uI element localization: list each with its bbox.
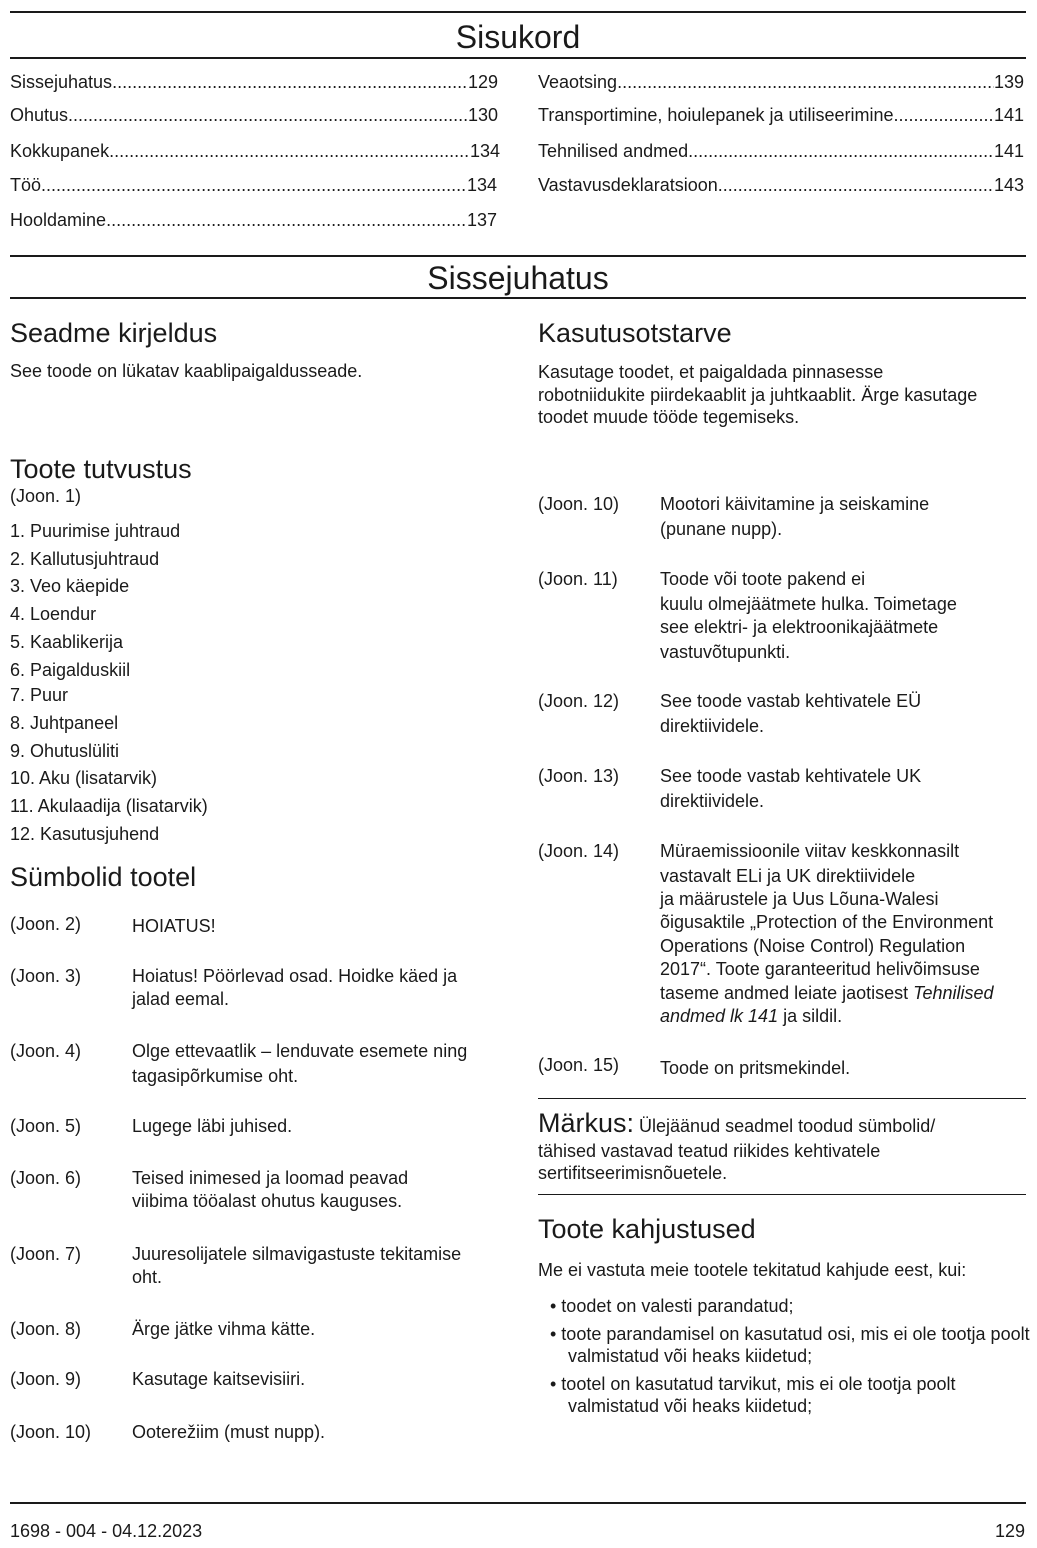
note-line-2: tähised vastavad teatud riikides kehtivatele [538, 1141, 881, 1161]
toc-entry-label: Sissejuhatus [10, 72, 113, 92]
footer-doc-id: 1698 - 004 - 04.12.2023 [10, 1521, 203, 1541]
symbol-desc-line: Operations (Noise Control) Regulation [660, 936, 966, 956]
symbol-desc [660, 568, 957, 664]
toc-leader-dots [109, 140, 470, 162]
damage-bullet: • toodet on valesti parandatud; [550, 1296, 794, 1316]
damage-bullet: • toote parandamisel on kasutatud osi, mis ei ole tootja poolt valmistatud või heaks kiidetud; [550, 1324, 1030, 1366]
symbol-desc [132, 1421, 325, 1444]
damage-intro: Me ei vastuta meie tootele tekitatud kahjude eest, kui: [538, 1260, 967, 1280]
symbol-desc-line: Ooterežiim (must nupp). [132, 1422, 326, 1442]
symbol-desc-line: See toode vastab kehtivatele EÜ [660, 691, 922, 711]
symbol-ref: (Joon. 7) [10, 1244, 82, 1264]
symbol-desc-line: See toode vastab kehtivatele UK [660, 766, 922, 786]
intro-title-rule [10, 297, 1026, 299]
toc-entry-page: 134 [466, 175, 497, 195]
toc-entry-label: Transportimine, hoiulepanek ja utiliseerimine [538, 105, 894, 125]
symbol-ref: (Joon. 15) [538, 1055, 620, 1075]
footer-page-number: 129 [994, 1521, 1025, 1541]
toc-top-rule [10, 11, 1026, 13]
symbol-desc-line: Ärge jätke vihma kätte. [132, 1319, 316, 1339]
symbol-ref: (Joon. 8) [10, 1319, 82, 1339]
toc-entry-label: Veaotsing [538, 72, 618, 92]
symbol-desc-line: Mootori käivitamine ja seiskamine [660, 494, 930, 514]
toc-entry-hooldamine[interactable] [10, 209, 497, 231]
symbol-desc-line: 2017“. Toote garanteeritud helivõimsuse [660, 959, 980, 979]
footer-rule [10, 1502, 1026, 1504]
toc-entry-page: 137 [466, 210, 497, 230]
intended-use-line-2: robotniidukite piirdekaablit ja juhtkaablit. Ärge kasutage [538, 385, 978, 405]
toc-entry-page: 129 [467, 72, 498, 92]
toc-entry-page: 130 [467, 105, 498, 125]
note-label: Märkus: [538, 1108, 635, 1138]
symbol-ref: (Joon. 9) [10, 1369, 82, 1389]
note-block [538, 1108, 1018, 1184]
toc-entry-transportimine[interactable] [538, 104, 1024, 126]
toc-leader-dots [688, 140, 994, 162]
toc-leader-dots [617, 71, 994, 93]
symbol-desc-line: õigusaktile „Protection of the Environment [660, 912, 994, 932]
overview-item: 3. Veo käepide [10, 576, 130, 596]
symbol-desc-line: Hoiatus! Pöörlevad osad. Hoidke käed ja [132, 966, 458, 986]
symbol-ref: (Joon. 14) [538, 841, 620, 861]
overview-figure-ref: (Joon. 1) [10, 486, 82, 506]
damage-bullet: • tootel on kasutatud tarvikut, mis ei ole tootja poolt valmistatud või heaks kiidetud; [550, 1374, 956, 1416]
toc-entry-label: Vastavusdeklaratsioon [538, 175, 718, 195]
symbol-desc [132, 915, 216, 938]
symbol-ref: (Joon. 6) [10, 1168, 82, 1188]
toc-entry-vastavusdeklaratsioon[interactable] [538, 174, 1024, 196]
overview-item: 9. Ohutuslüliti [10, 741, 120, 761]
note-line-3: sertifitseerimisnõuetele. [538, 1163, 728, 1183]
symbol-ref: (Joon. 2) [10, 914, 82, 934]
intended-use-line-3: toodet muude tööde tegemiseks. [538, 407, 800, 427]
symbol-desc-line: kuulu olmejäätmete hulka. Toimetage [660, 594, 957, 614]
overview-item: 10. Aku (lisatarvik) [10, 768, 158, 788]
toc-entry-label: Kokkupanek [10, 141, 110, 161]
toc-entry-veaotsing[interactable] [538, 71, 1024, 93]
symbol-desc-line: Teised inimesed ja loomad peavad [132, 1168, 409, 1188]
symbol-ref: (Joon. 10) [10, 1422, 92, 1442]
toc-entry-page: 134 [469, 141, 500, 161]
symbols-heading: Sümbolid tootel [10, 862, 197, 892]
toc-entry-page: 141 [993, 105, 1024, 125]
toc-title-rule [10, 57, 1026, 59]
symbol-desc-line [660, 1005, 994, 1028]
toc-entry-label: Ohutus [10, 105, 69, 125]
symbol-desc-line: oht. [132, 1267, 163, 1287]
toc-leader-dots [106, 209, 467, 231]
symbol-desc-line: jalad eemal. [132, 989, 230, 1009]
symbol-desc-line: direktiividele. [660, 791, 765, 811]
intended-use-line-1: Kasutage toodet, et paigaldada pinnasesse [538, 362, 884, 382]
damage-heading: Toote kahjustused [538, 1214, 756, 1244]
symbol-desc-line: Lugege läbi juhised. [132, 1116, 293, 1136]
symbol-desc [132, 1318, 315, 1341]
symbol-desc [660, 840, 994, 1028]
symbol-desc-line: Juuresolijatele silmavigastuste tekitamise [132, 1244, 462, 1264]
note-bottom-rule [538, 1194, 1026, 1195]
symbol-desc-line: HOIATUS! [132, 916, 216, 936]
toc-leader-dots [112, 71, 468, 93]
intended-use-heading: Kasutusotstarve [538, 318, 732, 348]
symbol-desc-line: tagasipõrkumise oht. [132, 1066, 299, 1086]
technical-data-link[interactable]: andmed lk 141 [660, 1006, 779, 1026]
symbol-desc [660, 493, 929, 541]
symbol-desc-line [660, 982, 994, 1005]
toc-entry-ohutus[interactable] [10, 104, 498, 126]
symbol-desc-line: viibima tööalast ohutus kauguses. [132, 1191, 403, 1211]
overview-item: 7. Puur [10, 685, 69, 705]
symbol-ref: (Joon. 3) [10, 966, 82, 986]
symbol-desc-line: direktiividele. [660, 716, 765, 736]
symbol-desc [132, 965, 457, 1011]
overview-item: 11. Akulaadija (lisatarvik) [10, 796, 208, 816]
symbol-desc-line: vastuvõtupunkti. [660, 642, 791, 662]
symbol-desc [132, 1243, 461, 1289]
toc-entry-page: 143 [993, 175, 1024, 195]
note-text: Ülejäänud seadmel toodud sümbolid/ [634, 1116, 936, 1136]
toc-leader-dots [894, 104, 994, 126]
overview-item: 5. Kaablikerija [10, 632, 124, 652]
overview-item: 8. Juhtpaneel [10, 713, 119, 733]
symbol-desc-line: Toode on pritsmekindel. [660, 1058, 851, 1078]
device-description-heading: Seadme kirjeldus [10, 318, 218, 348]
overview-item: 2. Kallutusjuhtraud [10, 549, 160, 569]
toc-entry-tehnilised-andmed[interactable] [538, 140, 1024, 162]
symbol-ref: (Joon. 5) [10, 1116, 82, 1136]
symbol-desc-text: taseme andmed leiate jaotisest [660, 983, 914, 1003]
overview-item: 12. Kasutusjuhend [10, 824, 160, 844]
toc-entry-label: Hooldamine [10, 210, 107, 230]
toc-title: Sisukord [455, 19, 581, 55]
intro-top-rule [10, 255, 1026, 257]
symbol-desc-line: Müraemissioonile viitav keskkonnasilt [660, 841, 960, 861]
symbol-desc [660, 1057, 850, 1080]
symbol-desc-line: Kasutage kaitsevisiiri. [132, 1369, 306, 1389]
overview-item: 6. Paigalduskiil [10, 660, 131, 680]
toc-entry-page: 139 [993, 72, 1024, 92]
symbol-desc-line: Toode või toote pakend ei [660, 569, 866, 589]
symbol-desc-line: ja määrustele ja Uus Lõuna-Walesi [660, 889, 939, 909]
symbol-ref: (Joon. 4) [10, 1041, 82, 1061]
toc-entry-kokkupanek[interactable] [10, 140, 500, 162]
symbol-desc-line: (punane nupp). [660, 519, 783, 539]
toc-entry-page: 141 [993, 141, 1024, 161]
overview-item: 4. Loendur [10, 604, 97, 624]
technical-data-link[interactable]: Tehnilised [913, 983, 994, 1003]
toc-entry-sissejuhatus[interactable] [10, 71, 498, 93]
note-line-1 [538, 1108, 1018, 1138]
symbol-desc [660, 765, 921, 813]
device-description-text: See toode on lükatav kaablipaigaldusseade. [10, 361, 363, 381]
symbol-ref: (Joon. 13) [538, 766, 620, 786]
toc-entry-label: Töö [10, 175, 42, 195]
symbol-desc [660, 690, 921, 738]
toc-entry-too[interactable] [10, 174, 497, 196]
symbol-desc [132, 1115, 292, 1138]
symbol-desc-text: ja sildil. [778, 1006, 843, 1026]
symbol-desc [132, 1040, 467, 1088]
symbol-desc-line: see elektri- ja elektroonikajäätmete [660, 617, 939, 637]
toc-leader-dots [68, 104, 468, 126]
toc-leader-dots [718, 174, 994, 196]
note-top-rule [538, 1098, 1026, 1099]
symbol-desc-line: Olge ettevaatlik – lenduvate esemete ning [132, 1041, 468, 1061]
symbol-desc [132, 1368, 305, 1391]
symbol-desc [132, 1167, 408, 1213]
toc-entry-label: Tehnilised andmed [538, 141, 689, 161]
symbol-desc-line: vastavalt ELi ja UK direktiividele [660, 866, 916, 886]
overview-heading: Toote tutvustus [10, 454, 192, 484]
symbol-ref: (Joon. 11) [538, 569, 618, 589]
overview-item: 1. Puurimise juhtraud [10, 521, 181, 541]
symbol-ref: (Joon. 12) [538, 691, 620, 711]
intro-title: Sissejuhatus [427, 260, 609, 296]
symbol-ref: (Joon. 10) [538, 494, 620, 514]
toc-leader-dots [41, 174, 467, 196]
